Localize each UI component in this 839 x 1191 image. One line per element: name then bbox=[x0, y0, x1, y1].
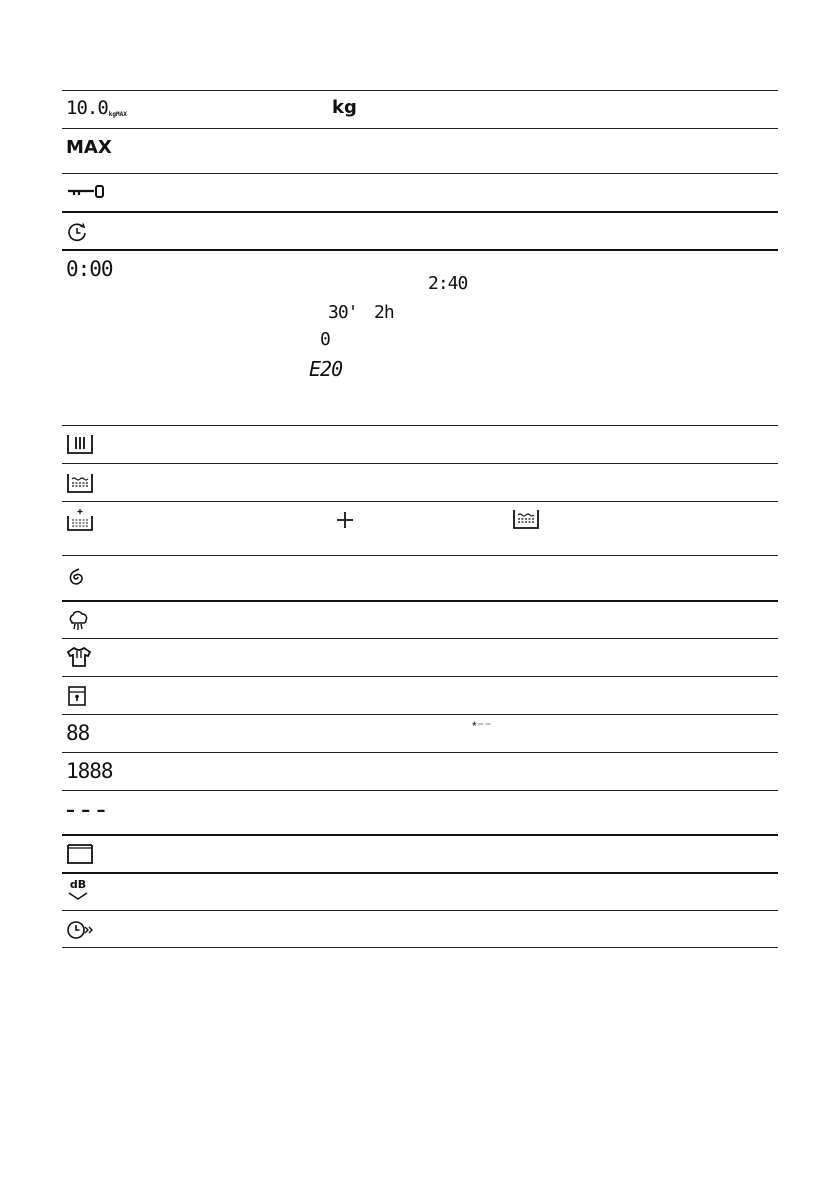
row-rinse-water bbox=[62, 463, 778, 501]
delay-start-icon bbox=[66, 919, 96, 941]
example-zero: 0 bbox=[320, 329, 330, 350]
spin-digits-icon: 1888 bbox=[66, 759, 113, 783]
steam-icon bbox=[66, 610, 92, 632]
drum-icon bbox=[66, 843, 94, 865]
door-lock-icon bbox=[66, 685, 88, 707]
row-delay-start bbox=[62, 910, 778, 948]
row-door-lock bbox=[62, 676, 778, 714]
display-symbols-table bbox=[62, 90, 778, 948]
row-child-lock bbox=[62, 173, 778, 211]
row-max bbox=[62, 128, 778, 173]
row-rinse-extra bbox=[62, 425, 778, 463]
row-load-display bbox=[62, 90, 778, 128]
time-manager-icon bbox=[66, 222, 88, 244]
row-drum bbox=[62, 834, 778, 872]
time-display-icon: 0:00 bbox=[66, 257, 113, 281]
child-lock-key-icon bbox=[66, 184, 112, 200]
rinse-extra-icon bbox=[66, 433, 94, 455]
row-rinse-plus bbox=[62, 501, 778, 555]
row-steam bbox=[62, 600, 778, 638]
shirt-care-icon bbox=[66, 646, 92, 668]
rinse-water-inline-icon bbox=[512, 508, 540, 530]
dashes-icon: – – – bbox=[66, 800, 106, 821]
rinse-plus-icon bbox=[66, 508, 94, 532]
example-30-min: 30' bbox=[328, 302, 358, 323]
plus-symbol-icon bbox=[335, 510, 355, 530]
temperature-digits-icon: 88 bbox=[66, 721, 90, 745]
row-shirt bbox=[62, 638, 778, 676]
row-time-display bbox=[62, 249, 778, 425]
rinse-water-icon bbox=[66, 472, 94, 494]
max-load-icon: MAX bbox=[66, 137, 112, 158]
silent-db-icon: dB bbox=[66, 879, 90, 901]
row-spin-digits bbox=[62, 752, 778, 790]
row-time-manager bbox=[62, 211, 778, 249]
kg-unit-label: kg bbox=[332, 97, 357, 118]
example-time-2-40: 2:40 bbox=[428, 273, 468, 294]
spin-icon bbox=[66, 566, 90, 588]
row-spin bbox=[62, 555, 778, 600]
row-temperature-digits bbox=[62, 714, 778, 752]
example-error-e20: E20 bbox=[309, 357, 343, 381]
row-silent bbox=[62, 872, 778, 910]
degree-dash-marks: *⁻⁻ bbox=[472, 719, 493, 733]
display-load-icon: 10.0kgMAX bbox=[66, 97, 127, 119]
example-2-hours: 2h bbox=[374, 302, 394, 323]
row-dashes bbox=[62, 790, 778, 834]
